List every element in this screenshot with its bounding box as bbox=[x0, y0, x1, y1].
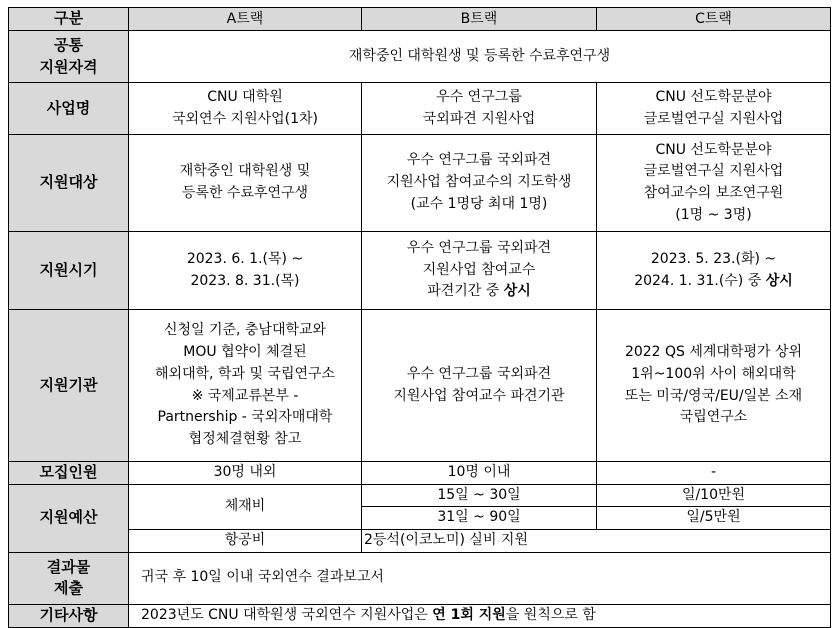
budget-stay-rate-1: 일/10만원 bbox=[597, 484, 831, 507]
period-a bbox=[129, 232, 362, 310]
header-row bbox=[9, 8, 831, 31]
budget-row-1 bbox=[9, 484, 831, 507]
period-b-line2: 지원사업 참여교수 bbox=[422, 261, 536, 278]
project-c-line1: CNU 선도학문분야 bbox=[655, 88, 772, 105]
institution-c-line3: 또는 미국/영국/EU/일본 소재 bbox=[624, 387, 803, 404]
period-c bbox=[597, 232, 831, 310]
etc-value-post: 을 원칙으로 함 bbox=[505, 606, 596, 623]
period-row bbox=[9, 232, 831, 310]
target-c bbox=[597, 135, 831, 232]
institution-c-line1: 2022 QS 세계대학평가 상위 bbox=[624, 344, 803, 361]
header-track-b: B트랙 bbox=[362, 8, 597, 31]
common-label bbox=[9, 31, 129, 83]
target-c-line1: CNU 선도학문분야 bbox=[655, 141, 772, 158]
period-c-line1: 2023. 5. 23.(화) ~ bbox=[650, 250, 777, 267]
header-track-a: A트랙 bbox=[129, 8, 362, 31]
project-row bbox=[9, 83, 831, 135]
budget-air-value: 2등석(이코노미) 실비 지원 bbox=[362, 530, 831, 553]
project-c-line2: 글로벌연구실 지원사업 bbox=[643, 110, 784, 127]
institution-a bbox=[129, 310, 362, 462]
target-a-line1: 재학중인 대학원생 및 bbox=[179, 163, 311, 180]
budget-row-3 bbox=[9, 530, 831, 553]
budget-stay-label: 체재비 bbox=[129, 484, 362, 529]
target-b-line3: (교수 1명당 최대 1명) bbox=[410, 195, 548, 212]
project-label: 사업명 bbox=[9, 83, 129, 135]
etc-value-bold: 연 1회 지원 bbox=[432, 606, 506, 623]
result-label-line1: 결과물 bbox=[46, 557, 91, 576]
target-c-line2: 글로벌연구실 지원사업 bbox=[643, 163, 784, 180]
project-b-line1: 우수 연구그룹 bbox=[436, 88, 522, 105]
etc-value-pre: 2023년도 CNU 대학원생 국외연수 지원사업은 bbox=[141, 606, 433, 623]
institution-b-line1: 우수 연구그룹 국외파견 bbox=[406, 365, 552, 382]
project-b bbox=[362, 83, 597, 135]
etc-row bbox=[9, 604, 831, 627]
target-b bbox=[362, 135, 597, 232]
target-a bbox=[129, 135, 362, 232]
institution-a-line1: 신청일 기준, 충남대학교와 bbox=[163, 322, 327, 339]
target-a-line2: 등록한 수료후연구생 bbox=[181, 185, 309, 201]
period-c-line2-text: 2024. 1. 31.(수) 중 bbox=[634, 272, 766, 289]
period-c-line2 bbox=[601, 271, 826, 293]
budget-label: 지원예산 bbox=[9, 484, 129, 552]
institution-b bbox=[362, 310, 597, 462]
budget-stay-period-2: 31일 ~ 90일 bbox=[362, 507, 597, 530]
header-track-c: C트랙 bbox=[597, 8, 831, 31]
institution-a-line6: 협정체결현황 참고 bbox=[188, 430, 302, 447]
period-b-always: 상시 bbox=[503, 283, 531, 300]
etc-label: 기타사항 bbox=[9, 604, 129, 627]
period-c-always: 상시 bbox=[765, 272, 793, 289]
institution-row bbox=[9, 310, 831, 462]
institution-a-line2: MOU 협약이 체결된 bbox=[183, 344, 307, 361]
common-label-line2: 지원자격 bbox=[39, 57, 98, 76]
period-a-line2: 2023. 8. 31.(목) bbox=[190, 272, 300, 289]
result-label-line2: 제출 bbox=[54, 579, 83, 598]
etc-value bbox=[129, 604, 831, 627]
recruit-b: 10명 이내 bbox=[362, 462, 597, 485]
common-row bbox=[9, 31, 831, 83]
recruit-a: 30명 내외 bbox=[129, 462, 362, 485]
budget-stay-period-1: 15일 ~ 30일 bbox=[362, 484, 597, 507]
header-category: 구분 bbox=[9, 8, 129, 31]
result-label bbox=[9, 552, 129, 604]
period-b bbox=[362, 232, 597, 310]
project-a bbox=[129, 83, 362, 135]
institution-a-line4: ※ 국제교류본부 - bbox=[191, 387, 299, 404]
common-value: 재학중인 대학원생 및 등록한 수료후연구생 bbox=[129, 31, 831, 83]
budget-stay-rate-2: 일/5만원 bbox=[597, 507, 831, 530]
institution-b-line2: 지원사업 참여교수 파견기관 bbox=[393, 387, 565, 404]
institution-a-line5: Partnership - 국외자매대학 bbox=[157, 409, 333, 426]
recruit-row bbox=[9, 462, 831, 485]
table-wrapper bbox=[8, 7, 831, 628]
period-b-line3-text: 파견기간 중 bbox=[427, 283, 504, 300]
target-label: 지원대상 bbox=[9, 135, 129, 232]
target-c-line3: 참여교수의 보조연구원 bbox=[643, 185, 784, 201]
project-b-line2: 국외파견 지원사업 bbox=[422, 110, 536, 127]
target-b-line2: 지원사업 참여교수의 지도학생 bbox=[386, 174, 572, 191]
target-row bbox=[9, 135, 831, 232]
target-b-line1: 우수 연구그룹 국외파견 bbox=[406, 152, 552, 169]
project-a-line1: CNU 대학원 bbox=[207, 88, 283, 105]
project-a-line2: 국외연수 지원사업(1차) bbox=[172, 110, 318, 127]
period-label: 지원시기 bbox=[9, 232, 129, 310]
institution-c bbox=[597, 310, 831, 462]
result-value: 귀국 후 10일 이내 국외연수 결과보고서 bbox=[129, 552, 831, 604]
period-b-line1: 우수 연구그룹 국외파견 bbox=[406, 239, 552, 256]
support-table bbox=[8, 7, 831, 628]
institution-label: 지원기관 bbox=[9, 310, 129, 462]
institution-c-line4: 국립연구소 bbox=[679, 409, 748, 426]
period-b-line3 bbox=[366, 281, 592, 303]
recruit-c: - bbox=[597, 462, 831, 485]
recruit-label: 모집인원 bbox=[9, 462, 129, 485]
institution-c-line2: 1위~100위 사이 해외대학 bbox=[631, 365, 796, 382]
result-row bbox=[9, 552, 831, 604]
target-c-line4: (1명 ~ 3명) bbox=[675, 206, 752, 223]
budget-air-label: 항공비 bbox=[129, 530, 362, 553]
common-label-line1: 공통 bbox=[54, 35, 83, 54]
period-a-line1: 2023. 6. 1.(목) ~ bbox=[186, 250, 304, 267]
institution-a-line3: 해외대학, 학과 및 국립연구소 bbox=[154, 365, 336, 382]
project-c bbox=[597, 83, 831, 135]
